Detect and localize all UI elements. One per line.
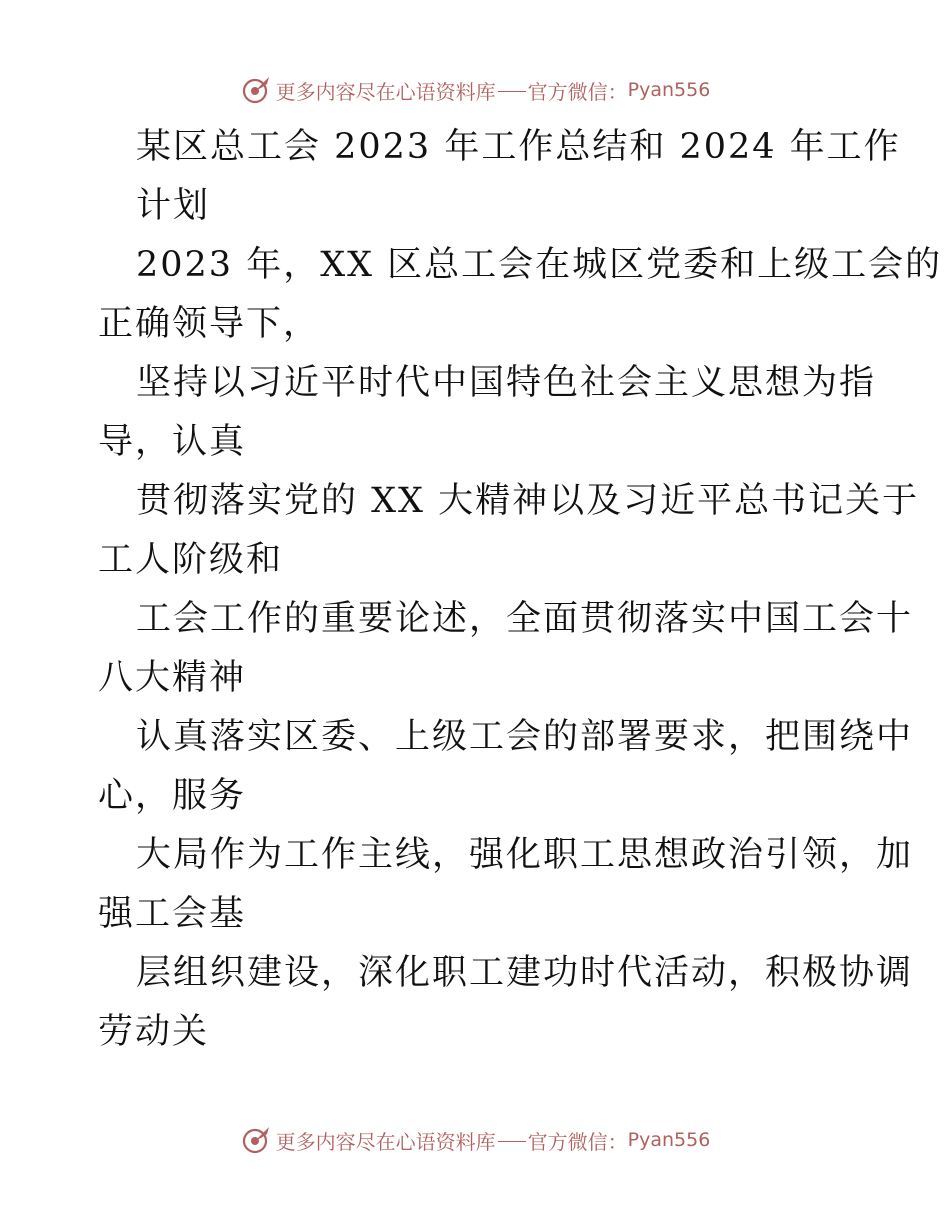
doc-line: 计划	[136, 186, 211, 226]
doc-line: 强工会基	[98, 894, 247, 934]
doc-line: 正确领导下，	[98, 304, 321, 344]
doc-line: 导，认真	[98, 422, 247, 462]
banner-contact-label: 官方微信：	[527, 1129, 628, 1154]
banner-contact-id: Pyan556	[627, 1129, 711, 1151]
doc-line: 劳动关	[98, 1012, 210, 1052]
doc-line: 八大精神	[98, 658, 247, 698]
banner-dash-separator	[498, 1141, 526, 1142]
doc-line: 工会工作的重要论述，全面贯彻落实中国工会十	[136, 599, 914, 639]
doc-line: 某区总工会 2023 年工作总结和 2024 年工作	[136, 127, 901, 167]
footer-watermark-banner	[0, 1120, 950, 1160]
banner-contact-label: 官方微信：	[527, 79, 628, 104]
doc-line: 2023 年，XX 区总工会在城区党委和上级工会的	[136, 245, 943, 285]
doc-line: 大局作为工作主线，强化职工思想政治引领，加	[136, 835, 914, 875]
doc-line: 坚持以习近平时代中国特色社会主义思想为指	[136, 363, 877, 403]
banner-main-text: 更多内容尽在心语资料库	[275, 1129, 496, 1154]
quill-logo-icon	[240, 1124, 272, 1156]
doc-line: 认真落实区委、上级工会的部署要求，把围绕中	[136, 717, 914, 757]
banner-contact-id: Pyan556	[627, 79, 711, 101]
doc-line: 心，服务	[98, 776, 247, 816]
doc-line: 层组织建设，深化职工建功时代活动，积极协调	[136, 953, 914, 993]
quill-logo-icon	[240, 74, 272, 106]
banner-dash-separator	[498, 91, 526, 92]
doc-line: 贯彻落实党的 XX 大精神以及习近平总书记关于	[136, 481, 920, 521]
banner-main-text: 更多内容尽在心语资料库	[275, 79, 496, 104]
header-watermark-banner	[0, 70, 950, 110]
doc-line: 工人阶级和	[98, 540, 284, 580]
document-body	[98, 118, 943, 1062]
